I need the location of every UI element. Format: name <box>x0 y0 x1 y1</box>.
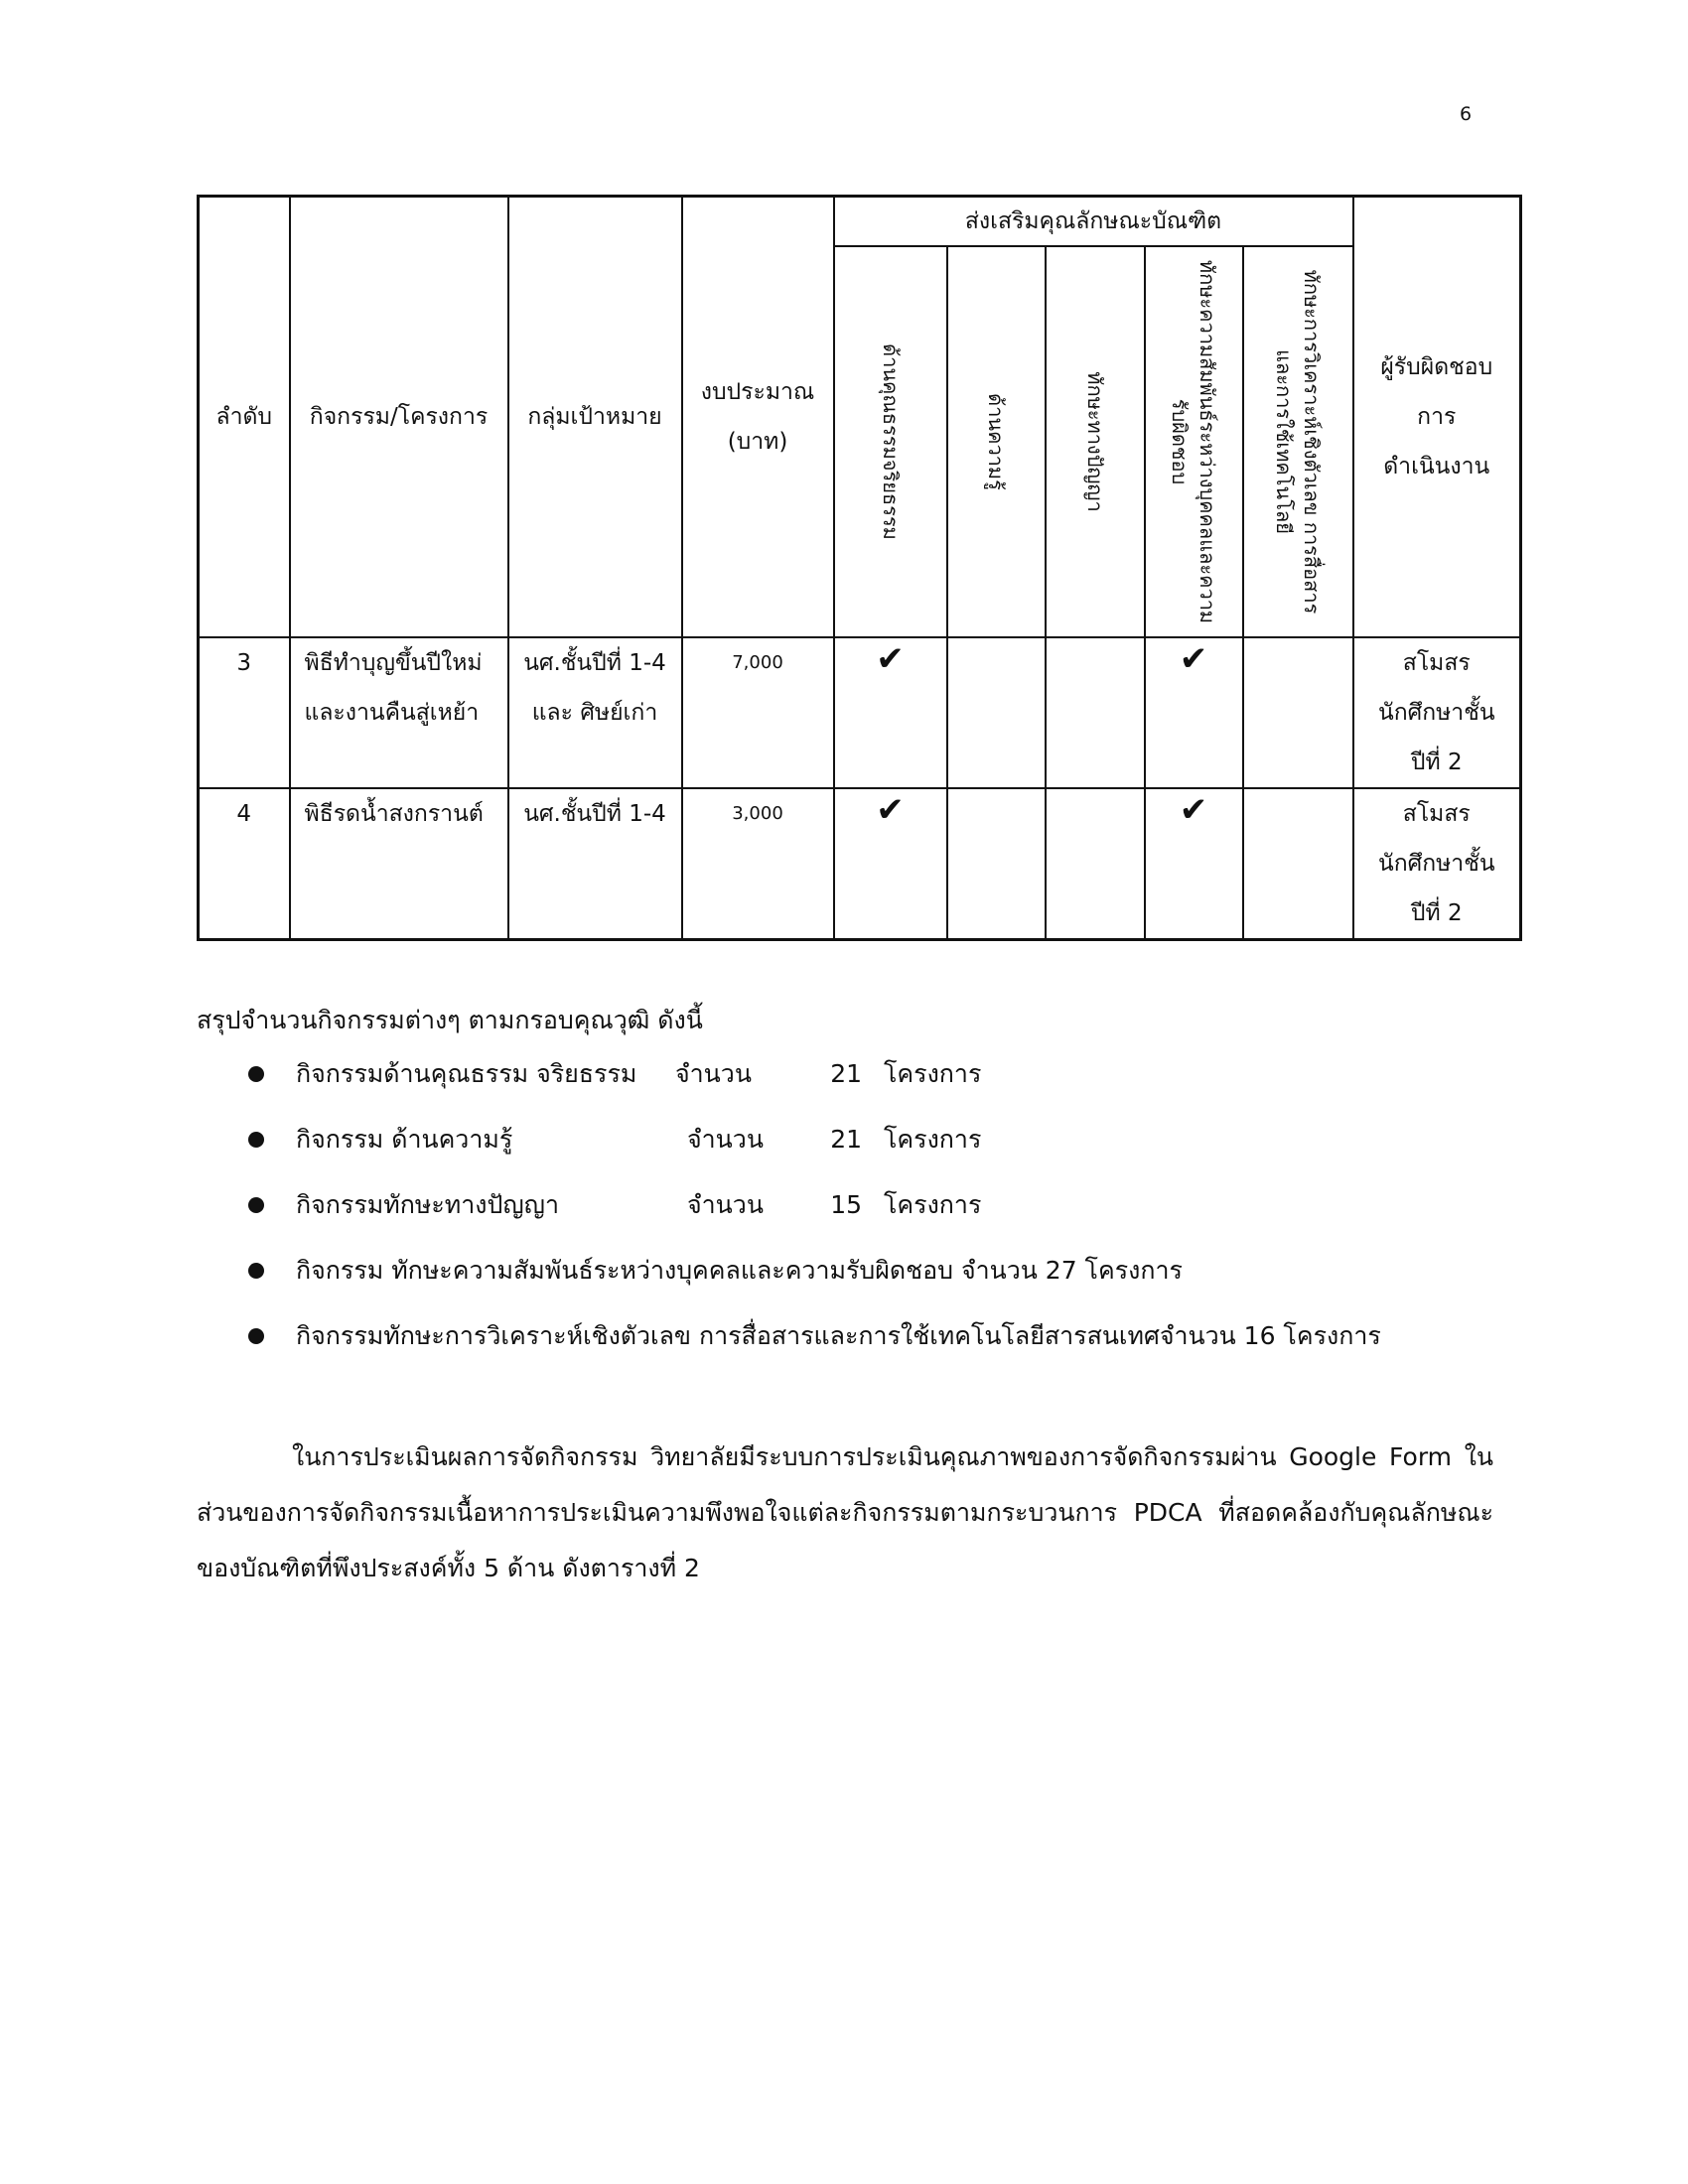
evaluation-paragraph: ในการประเมินผลการจัดกิจกรรม วิทยาลัยมีระบบการประเมินคุณภาพของการจัดกิจกรรมผ่าน Google Form ในส่วนของการจัดกิจกรรมเนื้อหาการประเมินความพึงพอใจแต่ละกิจกรรมตามกระบวนการ PDCA ที่สอดคล้องกับคุณลักษณะของบัณฑิตที่พึงประสงค์ทั้ง 5 ด้าน ดังตารางที่ 2 <box>197 1442 1493 1582</box>
header-responsible-line3: ดำเนินงาน <box>1383 454 1490 479</box>
row-activity <box>290 788 508 940</box>
row-activity-line1: พิธีทำบุญขึ้นปีใหม่ <box>304 650 483 676</box>
header-responsible <box>1353 197 1521 638</box>
header-attr-numerical-label: ทักษะการวิเคราะห์เชิงตัวเลข การสื่อสารและการใช้เทคโนโลยี <box>1272 269 1324 614</box>
row-activity <box>290 637 508 788</box>
summary-item-text: กิจกรรม ทักษะความสัมพันธ์ระหว่างบุคคลและความรับผิดชอบ จำนวน 27 โครงการ <box>296 1256 1183 1285</box>
bullet-icon <box>248 1263 264 1279</box>
header-attr-ethics <box>834 246 947 637</box>
row-responsible <box>1353 637 1521 788</box>
header-attr-intellectual <box>1046 246 1145 637</box>
summary-item-label: จำนวน <box>687 1190 764 1219</box>
check-icon: ✔ <box>834 637 947 788</box>
row-budget: 3,000 <box>682 788 834 940</box>
header-no: ลำดับ <box>199 197 290 638</box>
summary-item-unit: โครงการ <box>884 1059 982 1088</box>
summary-item-count: 21 <box>830 1059 862 1088</box>
empty-cell <box>1046 788 1145 940</box>
row-target <box>508 788 682 940</box>
check-icon: ✔ <box>1145 788 1243 940</box>
check-icon: ✔ <box>1145 637 1243 788</box>
header-attr-interpersonal <box>1145 246 1243 637</box>
activity-table <box>197 195 1522 941</box>
page-number: 6 <box>1460 103 1473 125</box>
header-graduate-attributes: ส่งเสริมคุณลักษณะบัณฑิต <box>834 197 1353 247</box>
row-target-line2: และ ศิษย์เก่า <box>531 700 658 726</box>
empty-cell <box>947 637 1046 788</box>
row-activity-line1: พิธีรดน้ำสงกรานต์ <box>304 801 484 827</box>
empty-cell <box>1046 637 1145 788</box>
summary-item-label: จำนวน <box>675 1059 752 1088</box>
row-target-line1: นศ.ชั้นปีที่ 1-4 <box>523 801 666 827</box>
bullet-icon <box>248 1197 264 1213</box>
summary-item-text: กิจกรรมด้านคุณธรรม จริยธรรม <box>296 1059 637 1088</box>
header-budget <box>682 197 834 638</box>
row-responsible-line2: นักศึกษาชั้น <box>1377 851 1495 877</box>
row-no: 4 <box>199 788 290 940</box>
summary-item-count: 21 <box>830 1125 862 1154</box>
row-responsible <box>1353 788 1521 940</box>
header-attr-knowledge <box>947 246 1046 637</box>
row-budget: 7,000 <box>682 637 834 788</box>
bullet-icon <box>248 1066 264 1082</box>
header-activity: กิจกรรม/โครงการ <box>290 197 508 638</box>
row-target <box>508 637 682 788</box>
row-no: 3 <box>199 637 290 788</box>
row-responsible-line3: ปีที่ 2 <box>1410 900 1463 926</box>
header-budget-line2: (บาท) <box>727 429 788 455</box>
row-responsible-line1: สโมสร <box>1402 650 1471 676</box>
empty-cell <box>947 788 1046 940</box>
summary-item-text: กิจกรรมทักษะทางปัญญา <box>296 1190 560 1219</box>
header-responsible-line1: ผู้รับผิดชอบ <box>1380 354 1493 380</box>
empty-cell <box>1243 637 1353 788</box>
header-attr-ethics-label: ด้านคุณธรรมจริยธรรม <box>878 343 903 540</box>
header-attr-knowledge-label: ด้านความรู้ <box>984 393 1008 490</box>
row-responsible-line1: สโมสร <box>1402 801 1471 827</box>
header-attr-numerical <box>1243 246 1353 637</box>
summary-title: สรุปจำนวนกิจกรรมต่างๆ ตามกรอบคุณวุฒิ ดังนี้ <box>197 1006 703 1034</box>
header-responsible-line2: การ <box>1417 404 1457 430</box>
bullet-icon <box>248 1132 264 1148</box>
bullet-icon <box>248 1328 264 1344</box>
row-responsible-line2: นักศึกษาชั้น <box>1377 700 1495 726</box>
summary-item-unit: โครงการ <box>884 1190 982 1219</box>
summary-item-unit: โครงการ <box>884 1125 982 1154</box>
row-target-line1: นศ.ชั้นปีที่ 1-4 <box>523 650 666 676</box>
summary-item-text: กิจกรรม ด้านความรู้ <box>296 1125 513 1154</box>
header-budget-line1: งบประมาณ <box>700 379 815 405</box>
summary-item-text: กิจกรรมทักษะการวิเคราะห์เชิงตัวเลข การสื่อสารและการใช้เทคโนโลยีสารสนเทศจำนวน 16 โครงการ <box>296 1321 1381 1350</box>
check-icon: ✔ <box>834 788 947 940</box>
empty-cell <box>1243 788 1353 940</box>
row-responsible-line3: ปีที่ 2 <box>1410 750 1463 775</box>
table-row <box>199 788 1521 940</box>
header-target: กลุ่มเป้าหมาย <box>508 197 682 638</box>
table-row <box>199 637 1521 788</box>
header-attr-interpersonal-label: ทักษะความสัมพันธ์ระหว่างบุคคลและความรับผิดชอบ <box>1168 259 1219 624</box>
header-attr-intellectual-label: ทักษะทางปัญญา <box>1082 371 1107 512</box>
summary-item-label: จำนวน <box>687 1125 764 1154</box>
summary-item-count: 15 <box>830 1190 862 1219</box>
row-activity-line2: และงานคืนสู่เหย้า <box>304 700 480 726</box>
